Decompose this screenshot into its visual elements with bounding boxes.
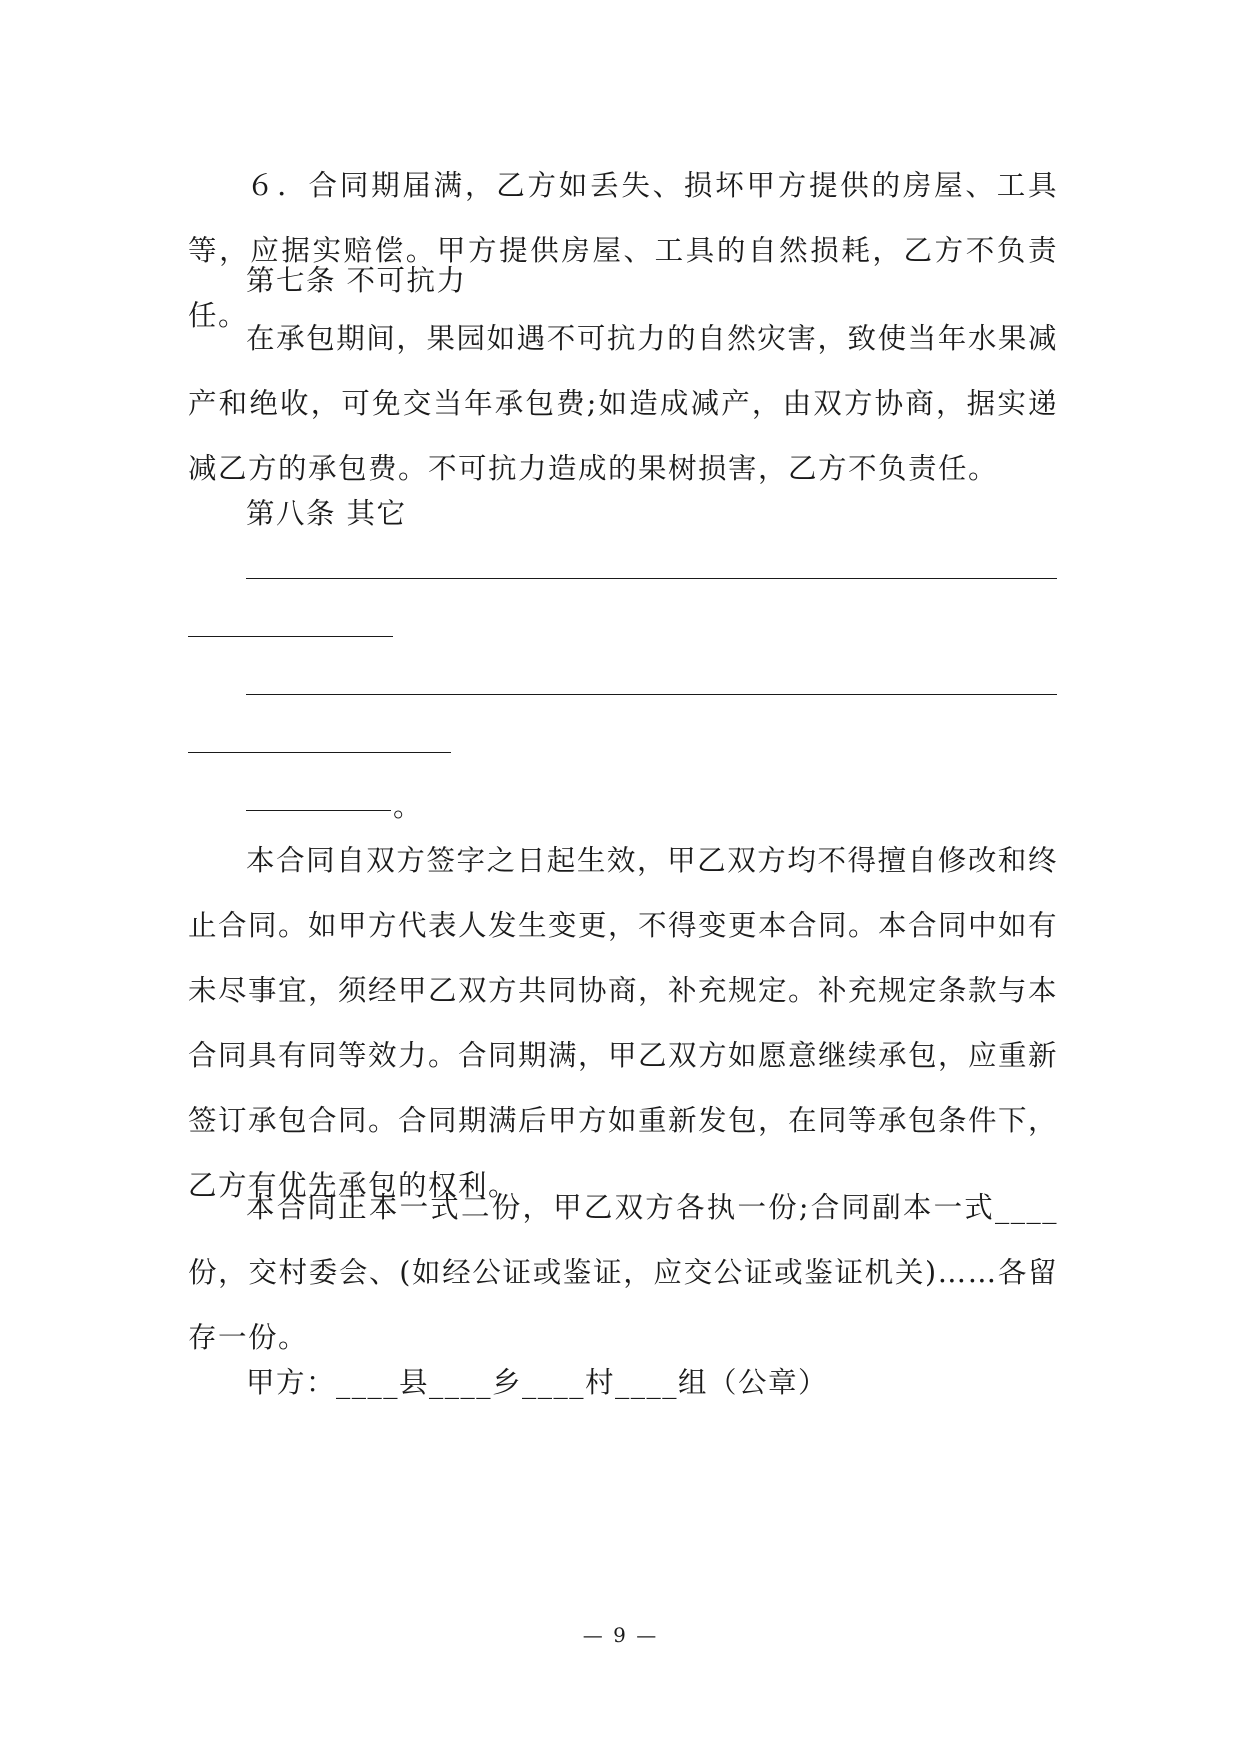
article-7-body: 在承包期间，果园如遇不可抗力的自然灾害，致使当年水果减产和绝收，可免交当年承包费;如造成减产，由双方协商，据实递减乙方的承包费。不可抗力造成的果树损害，乙方不负责任。 — [188, 322, 1058, 485]
blank-line-1b — [188, 636, 393, 637]
blank-line-2a — [246, 694, 1057, 695]
article-8-title: 第八条 其它 — [246, 497, 407, 530]
party-a-signature-line: 甲方：____县____乡____村____组（公章） — [246, 1366, 829, 1399]
copies-clause: 本合同正本一式二份，甲乙双方各执一份;合同副本一式____份，交村委会、(如经公证或鉴证，应交公证或鉴证机关)……各留存一份。 — [188, 1191, 1058, 1354]
effect-clause: 本合同自双方签字之日起生效，甲乙双方均不得擅自修改和终止合同。如甲方代表人发生变更，不得变更本合同。本合同中如有未尽事宜，须经甲乙双方共同协商，补充规定。补充规定条款与本合同具有同等效力。合同期满，甲乙双方如愿意继续承包，应重新签订承包合同。合同期满后甲方如重新发包，在同等承包条件下，乙方有优先承包的权利。 — [188, 844, 1059, 1202]
article-7-title: 第七条 不可抗力 — [246, 264, 467, 297]
blank-line-2b — [188, 752, 451, 753]
page-number: — 9 — — [582, 1623, 659, 1647]
blank-line-1a — [246, 578, 1057, 579]
clause-item-6: ６．合同期届满，乙方如丢失、损坏甲方提供的房屋、工具等，应据实赔偿。甲方提供房屋、工具的自然损耗，乙方不负责任。 — [188, 169, 1058, 332]
blank-line-3 — [246, 810, 391, 811]
blank-line-end-mark: 。 — [393, 790, 422, 823]
